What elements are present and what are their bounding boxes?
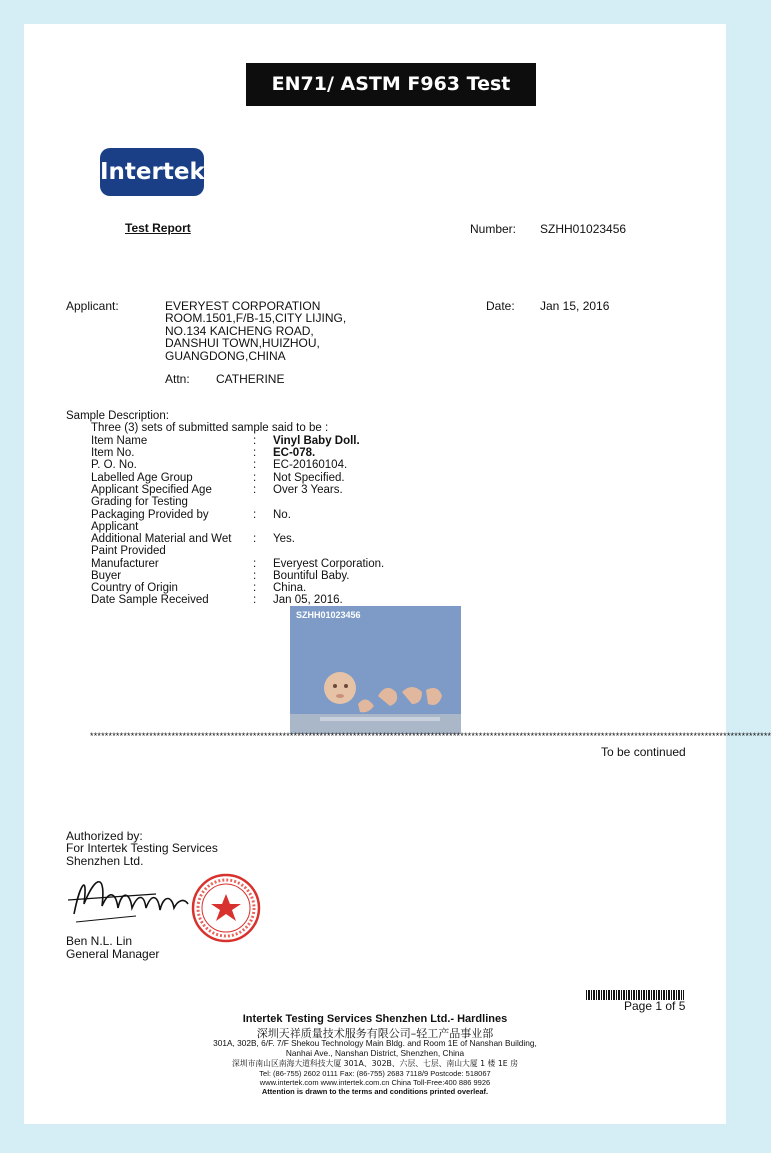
row-value: Everyest Corporation. xyxy=(273,558,385,570)
doll-parts-icon xyxy=(290,606,461,734)
footer-address-cn: 深圳市南山区南海大道科技大厦 301A、302B、六层、七层、南山大厦 1 楼 1E 房 xyxy=(232,1059,518,1068)
row-value: Yes. xyxy=(273,533,295,545)
sample-row xyxy=(91,509,411,534)
date-label: Date: xyxy=(486,299,515,313)
report-sheet xyxy=(24,24,771,1124)
sample-intro: Three (3) sets of submitted sample said to be : xyxy=(91,422,329,434)
row-value: EC-20160104. xyxy=(273,459,348,471)
row-key: P. O. No. xyxy=(91,459,137,471)
row-colon: : xyxy=(253,447,257,459)
address-line: GUANGDONG,CHINA xyxy=(165,348,286,363)
row-key-line: Applicant Specified Age xyxy=(91,484,212,496)
footer-web: www.intertek.com www.intertek.com.cn China Toll-Free:400 886 9926 xyxy=(259,1078,491,1087)
row-key: Item No. xyxy=(91,447,135,459)
row-colon: : xyxy=(253,582,257,594)
intertek-logo: Intertek xyxy=(100,148,204,196)
row-value: Bountiful Baby. xyxy=(273,570,350,582)
row-value: EC-078. xyxy=(273,447,316,459)
authorized-line: Shenzhen Ltd. xyxy=(66,853,144,868)
row-colon: : xyxy=(253,472,257,484)
row-key: Item Name xyxy=(91,435,148,447)
row-key: Country of Origin xyxy=(91,582,178,594)
applicant-address xyxy=(165,300,346,362)
footer-company-cn: 深圳天祥质量技术服务有限公司–轻工产品事业部 xyxy=(256,1027,494,1040)
address-line: ROOM.1501,F/B-15,CITY LIJING, xyxy=(165,311,347,326)
sample-photo xyxy=(290,606,461,734)
report-banner: EN71/ ASTM F963 Test Report xyxy=(246,63,536,106)
company-seal-icon xyxy=(190,872,262,944)
row-key xyxy=(91,509,251,534)
row-key-line: Grading for Testing xyxy=(91,496,188,509)
row-key: Buyer xyxy=(91,570,122,582)
sample-description-label: Sample Description: xyxy=(66,410,169,422)
test-report-title: Test Report xyxy=(125,221,191,235)
footer-company: Intertek Testing Services Shenzhen Ltd.- Hardlines xyxy=(242,1013,508,1025)
row-key: Manufacturer xyxy=(91,558,159,570)
row-key: Labelled Age Group xyxy=(91,472,193,484)
sample-row xyxy=(91,484,411,509)
row-key-line: Additional Material and Wet xyxy=(91,533,232,545)
row-key-line: Paint Provided xyxy=(91,545,166,558)
row-key-line: Packaging Provided by xyxy=(91,509,209,521)
attn-label: Attn: xyxy=(165,372,190,386)
footer-tel: Tel: (86-755) 2602 0111 Fax: (86-755) 2683 7118/9 Postcode: 518067 xyxy=(259,1069,491,1078)
address-line: EVERYEST CORPORATION xyxy=(165,299,321,313)
row-value: China. xyxy=(273,582,307,594)
signer-role: General Manager xyxy=(66,947,160,961)
row-colon: : xyxy=(253,484,257,496)
authorized-line: For Intertek Testing Services xyxy=(66,841,218,856)
address-line: NO.134 KAICHENG ROAD, xyxy=(165,323,314,338)
authorized-line: Authorized by: xyxy=(66,829,143,843)
row-key xyxy=(91,484,251,509)
number-label: Number: xyxy=(470,222,517,236)
row-value: Vinyl Baby Doll. xyxy=(273,435,360,447)
applicant-label: Applicant: xyxy=(66,299,119,313)
continued-note: To be continued xyxy=(601,745,686,759)
row-colon: : xyxy=(253,558,257,570)
row-colon: : xyxy=(253,509,257,521)
address-line: DANSHUI TOWN,HUIZHOU, xyxy=(165,336,320,351)
signature-icon xyxy=(66,864,196,926)
row-colon: : xyxy=(253,594,257,606)
row-colon: : xyxy=(253,570,257,582)
footer-address: 301A, 302B, 6/F. 7/F Shekou Technology Main Bldg. and Room 1E of Nanshan Building, xyxy=(213,1038,537,1048)
report-number: SZHH01023456 xyxy=(540,222,627,236)
footer-address: Nanhai Ave., Nanshan District, Shenzhen, China xyxy=(285,1048,465,1058)
sample-row xyxy=(91,533,411,558)
row-colon: : xyxy=(253,435,257,447)
authorized-block xyxy=(66,830,218,867)
row-colon: : xyxy=(253,459,257,471)
signer-name: Ben N.L. Lin xyxy=(66,934,133,948)
row-value: Not Specified. xyxy=(273,472,345,484)
row-value: Jan 05, 2016. xyxy=(273,594,343,606)
row-key: Date Sample Received xyxy=(91,594,209,606)
footer-attention: Attention is drawn to the terms and conditions printed overleaf. xyxy=(261,1087,489,1096)
row-key-line: Applicant xyxy=(91,521,139,534)
row-key xyxy=(91,533,251,558)
row-value: No. xyxy=(273,509,291,521)
row-colon: : xyxy=(253,533,257,545)
divider-stars: **************************************************************************************************************************************************************************************** xyxy=(90,731,771,741)
date-value: Jan 15, 2016 xyxy=(540,299,610,313)
page-number: Page 1 of 5 xyxy=(624,999,686,1013)
attn-value: CATHERINE xyxy=(216,372,285,386)
photo-label: SZHH01023456 xyxy=(296,610,361,620)
row-value: Over 3 Years. xyxy=(273,484,343,496)
